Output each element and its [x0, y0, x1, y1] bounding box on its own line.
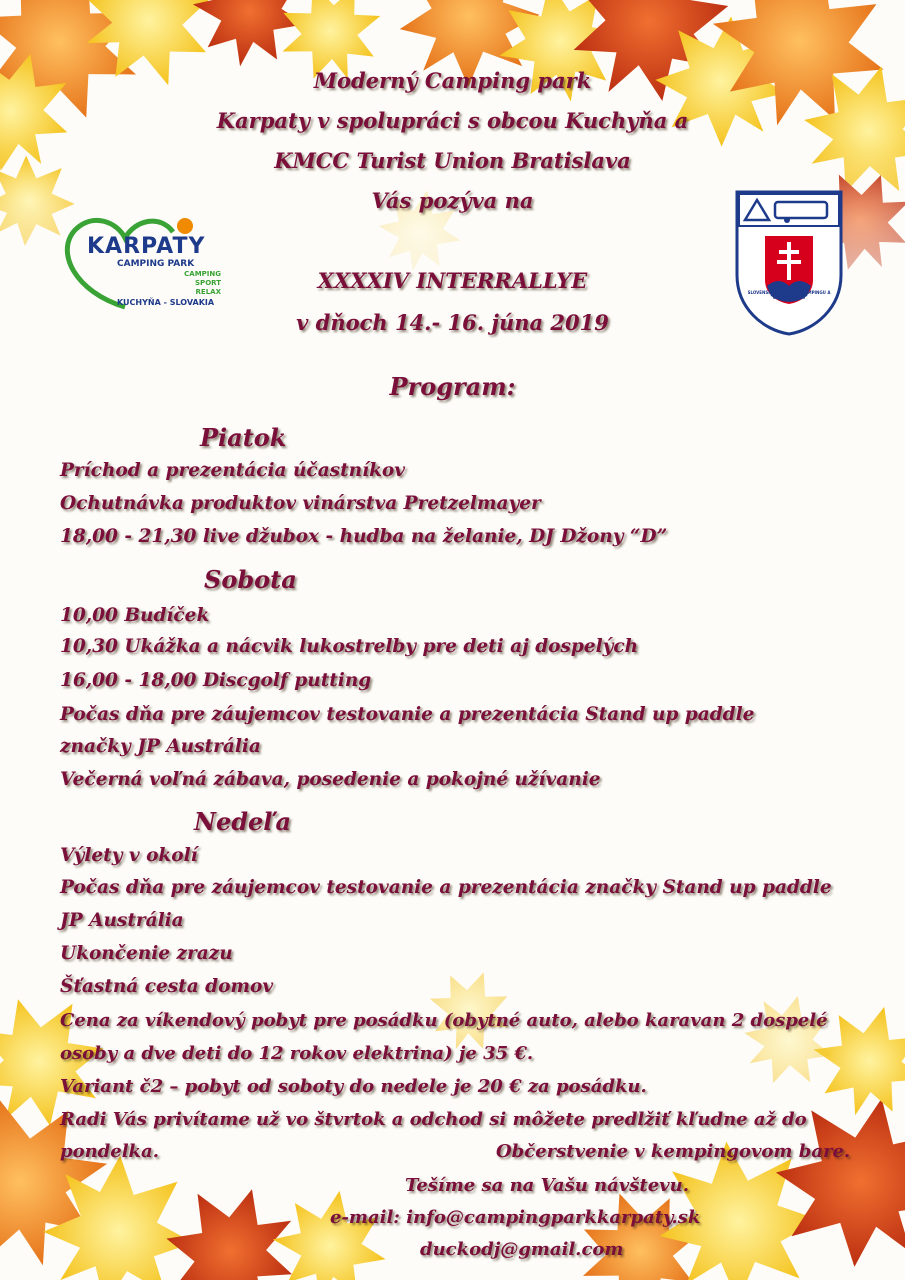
sunday-line-5: Šťastná cesta domov: [60, 976, 274, 997]
header-line-4: Vás pozýva na: [371, 188, 534, 213]
friday-line-3: 18,00 - 21,30 live džubox - hudba na želanie, DJ Džony “D”: [60, 526, 668, 547]
karpaty-tags: CAMPING SPORT RELAX: [184, 270, 221, 296]
email-link[interactable]: e-mail: info@campingparkkarpaty.sk: [330, 1207, 701, 1228]
saturday-line-1: 10,00 Budíček: [60, 605, 210, 626]
sunday-line-1: Výlety v okolí: [60, 845, 198, 866]
info-line-2: osoby a dve deti do 12 rokov elektrina) je 35 €.: [60, 1043, 534, 1064]
email-link-2[interactable]: duckodj@gmail.com: [420, 1239, 624, 1260]
saturday-line-2: 10,30 Ukážka a nácvik lukostrelby pre deti aj dospelých: [60, 636, 639, 657]
saca-ring-text: SLOVENSKÁ ASOCIÁCIA CAMPINGU A CARAVANINGU: [747, 290, 831, 300]
karpaty-logo: [55, 212, 225, 312]
header-line-3: KMCC Turist Union Bratislava: [274, 148, 631, 173]
saturday-line-3: 16,00 - 18,00 Discgolf putting: [60, 670, 372, 691]
friday-line-2: Ochutnávka produktov vinárstva Pretzelmayer: [60, 493, 541, 514]
info-line-4: Radi Vás privítame už vo štvrtok a odchod si môžete predlžiť kľudne až do: [60, 1109, 807, 1130]
event-title: XXXXIV INTERRALLYE: [317, 268, 588, 293]
info-welcome: Tešíme sa na Vašu návštevu.: [405, 1175, 689, 1196]
saturday-line-4: Počas dňa pre záujemcov testovanie a prezentácia Stand up paddle: [60, 704, 755, 725]
saturday-title: Sobota: [204, 565, 297, 594]
info-refreshments: Občerstvenie v kempingovom bare.: [496, 1141, 851, 1162]
sunday-title: Nedeľa: [194, 807, 291, 836]
header-line-2: Karpaty v spolupráci s obcou Kuchyňa a: [216, 108, 689, 133]
header-line-1: Moderný Camping park: [313, 68, 592, 93]
info-pondelka: pondelka.: [60, 1141, 159, 1162]
sunday-line-3: JP Austrália: [60, 910, 184, 931]
friday-line-1: Príchod a prezentácia účastníkov: [60, 460, 406, 481]
info-line-1: Cena za víkendový pobyt pre posádku (obytné auto, alebo karavan 2 dospelé: [60, 1010, 828, 1031]
friday-title: Piatok: [200, 423, 287, 452]
saturday-line-5: značky JP Austrália: [60, 736, 261, 757]
sunday-line-2: Počas dňa pre záujemcov testovanie a prezentácia značky Stand up paddle: [60, 877, 832, 898]
sunday-line-4: Ukončenie zrazu: [60, 943, 233, 964]
event-dates: v dňoch 14.- 16. júna 2019: [296, 310, 609, 335]
karpaty-name: KARPATY: [87, 234, 206, 259]
saturday-line-6: Večerná voľná zábava, posedenie a pokojné užívanie: [60, 769, 601, 790]
karpaty-place: KUCHYŇA - SLOVAKIA: [117, 298, 215, 307]
info-line-3: Variant č2 – pobyt od soboty do nedele je 20 € za posádku.: [60, 1076, 647, 1097]
karpaty-sub: CAMPING PARK: [117, 259, 195, 269]
program-heading: Program:: [389, 372, 516, 401]
